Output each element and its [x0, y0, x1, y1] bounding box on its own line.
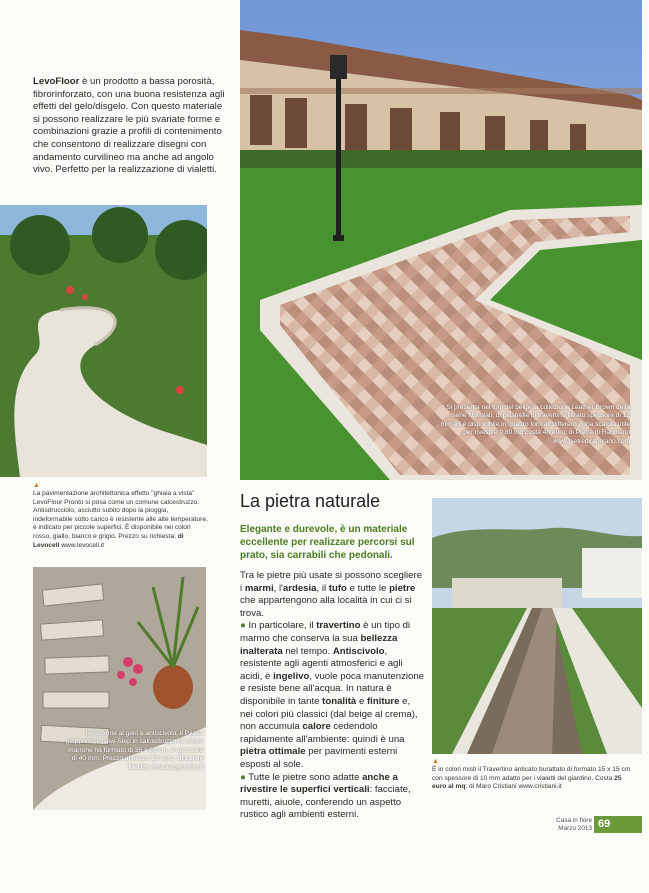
page-number: 69: [594, 816, 642, 833]
intro-text: è un prodotto a bassa porosità, fibrorinforzato, con una buona resistenza agli effetti del gelo/disgelo. Con questo materiale si possono realizzare le più svariate forme e combinazioni grazie a profili di contenimento che consentono di realizzare disegni con andamento curvilineo ma anche ad angolo vivo. Perfetto per la realizzazione di vialetti.: [33, 76, 225, 176]
intro-brand: LevoFloor: [33, 76, 80, 87]
article-lead: Elegante e durevole, è un materiale eccellente per realizzare percorsi sul prato, sia carrabili che pedonali.: [240, 524, 415, 561]
intro-paragraph: [33, 76, 229, 177]
stepping-stones-photo: [33, 567, 206, 810]
villa-stairs-photo: [432, 498, 642, 754]
main-caption-text: Si presenta nei toni del beige la collezione Leather Brown della serie Nuvolati, di piastrelle in travertino filtrato spessore di 12 mm ed è disponibile in quattro formati differenti. Una scatola utile per rivestire 0,80 mq costa 48 euro; di Pietre di Rapolano: [440, 404, 630, 437]
right-caption-text: È in colori misti il Travertino anticato burattato di formato 15 x 15 cm con spessore di 10 mm adatto per i vialetti del giardino. Costa: [432, 766, 631, 782]
left-caption-source: di Levocell: [33, 532, 184, 549]
right-caption-marker: ▲: [432, 758, 439, 765]
right-caption-price: 25 euro al mq: [432, 774, 622, 791]
article-title: La pietra naturale: [240, 491, 381, 511]
left-caption: [33, 490, 209, 550]
right-caption-source: ; di Maro Cristiani: [465, 783, 517, 791]
right-caption: [432, 766, 632, 792]
footer-magazine-name: Casa in fiore: [556, 817, 592, 824]
left-caption-marker: ▲: [33, 482, 40, 489]
article-paragraph-2: ● In particolare, il travertino è un tipo di marmo che conserva la sua bellezza inalterata nel tempo. Antiscivolo, resistente agli agenti atmosferici e agli acidi, è ingelivo, vuole poca manutenzione e resiste bene all'acqua. In natura è disponibile in tante tonalità e finiture e, nei colori più classici (dal beige al crema), non accumula calore cedendolo rapidamente all'ambiente: quindi è una pietra ottimale per pavimenti esterni esposti al sole.: [240, 620, 424, 770]
article-paragraph-3: ● Tutte le pietre sono adatte anche a rivestire le superfici verticali: facciate, muretti, aiuole, conferendo un aspetto rustico agli ambienti esterni.: [240, 771, 411, 821]
article-paragraph-1: Tra le pietre più usate si possono scegliere i marmi, l'ardesia, il tufo e tutte le pietre che appartengono alla località in cui ci si trova.: [240, 570, 423, 619]
right-caption-url: www.cristiani.it: [518, 783, 562, 791]
footer-issue: Marzo 2013: [558, 824, 592, 832]
bullet-icon: ●: [240, 620, 246, 632]
bottom-left-caption-source: di Leroy Merlin: [128, 755, 203, 771]
bullet-icon: ●: [240, 771, 246, 783]
bottom-left-caption-url: www.leroymerlin.it: [149, 763, 203, 771]
bottom-left-caption: [63, 730, 203, 772]
gravel-path-photo: [0, 205, 207, 477]
left-caption-url: www.levocell.it: [61, 541, 105, 549]
article-body: [240, 570, 424, 822]
left-caption-text: La pavimentazione architettonica effetto "ghiaia a vista" LevoFloor Pronto si posa come un comune calcestruzzo. Antisdrucciolo, asciutto subito dopo la pioggia, indeformabile sotto carico è resistente alle alte temperature, è indicato per piccole superfici. È disponibile nei colori rosso, giallo, bianco e grigio. Prezzo su richiesta;: [33, 490, 208, 540]
bottom-left-caption-text: Resistente al gelo e antiscivolo, il Passo giapponese New-Step in calcestruzzo di colore marrone ha formato di 35 x 60 cm, e spessore di 40 mm. Prezzo al pezzo 15 euro;: [65, 730, 203, 763]
main-caption-url: www.pietredirapolano.com: [552, 437, 630, 445]
main-photo-caption: [440, 404, 630, 446]
footer-magazine: [540, 817, 592, 832]
